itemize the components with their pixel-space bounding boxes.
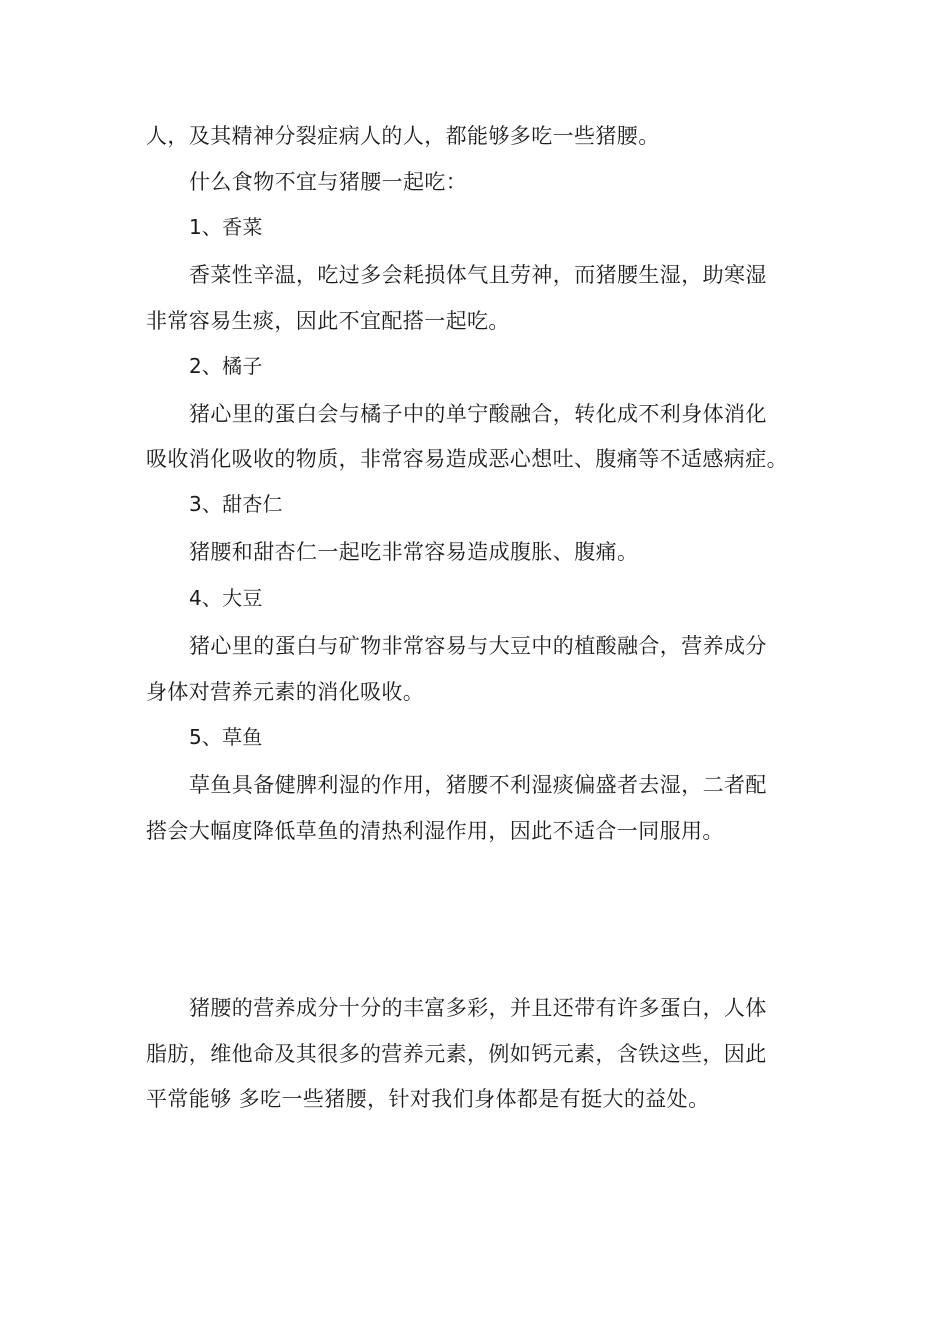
item-heading-soybean: 4、大豆: [189, 586, 263, 610]
item-heading-orange: 2、橘子: [189, 354, 263, 378]
paragraph-line: 猪心里的蛋白与矿物非常容易与大豆中的植酸融合，营养成分: [189, 634, 767, 658]
paragraph-line: 猪腰和甜杏仁一起吃非常容易造成腹胀、腹痛。: [189, 540, 639, 564]
paragraph-line: 非常容易生痰，因此不宜配搭一起吃。: [146, 309, 510, 333]
paragraph-line: 猪心里的蛋白会与橘子中的单宁酸融合，转化成不利身体消化: [189, 402, 767, 426]
paragraph-line: 身体对营养元素的消化吸收。: [146, 680, 425, 704]
item-heading-almond: 3、甜杏仁: [189, 492, 283, 516]
paragraph-line: 平常能够 多吃一些猪腰，针对我们身体都是有挺大的益处。: [146, 1087, 710, 1111]
paragraph-line: 香菜性辛温，吃过多会耗损体气且劳神，而猪腰生湿，助寒湿: [189, 263, 767, 287]
paragraph-line: 草鱼具备健脾利湿的作用，猪腰不利湿痰偏盛者去湿，二者配: [189, 773, 767, 797]
section-intro: 什么食物不宜与猪腰一起吃：: [189, 170, 468, 194]
item-heading-grass-carp: 5、草鱼: [189, 725, 263, 749]
paragraph-line: 搭会大幅度降低草鱼的清热利湿作用，因此不适合一同服用。: [146, 819, 724, 843]
paragraph-line: 猪腰的营养成分十分的丰富多彩，并且还带有许多蛋白，人体: [189, 996, 767, 1020]
paragraph-line: 人，及其精神分裂症病人的人，都能够多吃一些猪腰。: [146, 124, 660, 148]
paragraph-line: 吸收消化吸收的物质，非常容易造成恶心想吐、腹痛等不适感病症。: [146, 447, 788, 471]
item-heading-coriander: 1、香菜: [189, 215, 263, 239]
paragraph-line: 脂肪，维他命及其很多的营养元素，例如钙元素，含铁这些，因此: [146, 1042, 767, 1066]
